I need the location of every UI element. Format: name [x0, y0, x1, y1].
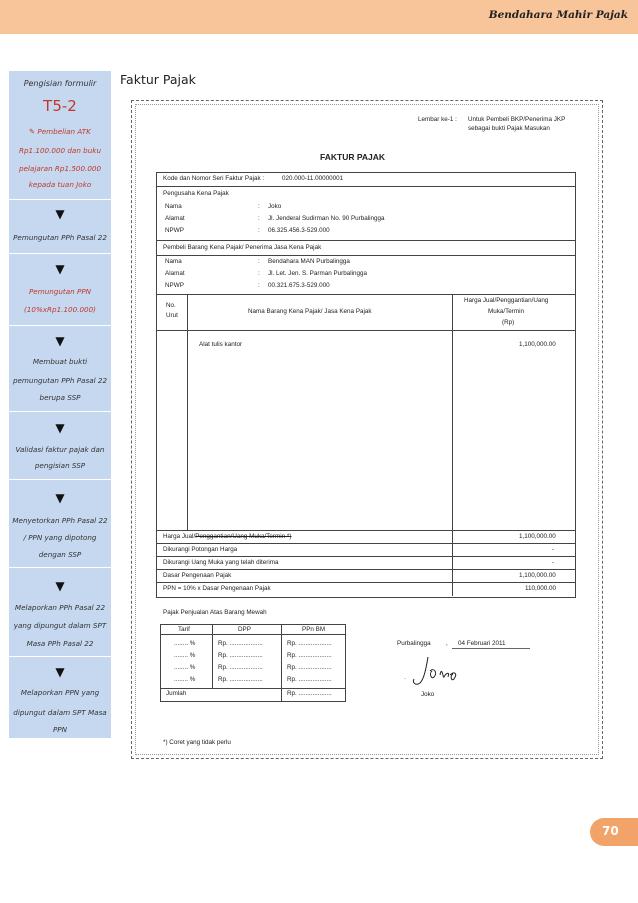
sidebar-heading: Pengisian formulir — [23, 79, 97, 88]
step-3-line-1: Pemungutan PPN — [28, 287, 92, 296]
step-4-line-2: pemungutan PPh Pasal 22 — [12, 376, 108, 385]
step-6-line-3: dengan SSP — [38, 550, 82, 559]
sidebar-divider — [9, 479, 111, 480]
ppnbm-dpp: Rp. ................... — [218, 652, 263, 659]
page-number-badge — [590, 818, 638, 846]
process-sidebar — [9, 71, 111, 738]
harga-jual-label — [163, 533, 291, 540]
seller-npwp: 06.325.456.3-529.000 — [268, 227, 330, 234]
row-line — [156, 530, 575, 531]
col-harga-2: Muka/Termin — [488, 308, 525, 315]
col-harga-3: (Rp) — [502, 319, 515, 326]
row-line — [156, 330, 575, 331]
step-8-line-2: dipungut dalam SPT Masa — [13, 708, 107, 717]
col-line — [452, 294, 453, 596]
row-line — [156, 543, 575, 544]
signer-name: Joko — [421, 691, 435, 698]
lembar-text-2: sebagai bukti Pajak Masukan — [468, 125, 550, 132]
date-sep: , — [446, 640, 448, 647]
colon: : — [258, 258, 260, 265]
item-name: Alat tulis kantor — [199, 341, 243, 348]
step-5-text: Validasi faktur pajak dan — [15, 445, 105, 454]
ppnbm-tarif: ........ % — [174, 676, 196, 683]
invoice-title: FAKTUR PAJAK — [320, 152, 386, 162]
step-1-line-1: ✎ Pembelian ATK — [29, 127, 91, 136]
item-value: 1,100,000.00 — [519, 341, 556, 348]
row-line — [156, 186, 575, 187]
page-number: 70 — [602, 824, 619, 838]
ppnbm-dpp: Rp. ................... — [218, 664, 263, 671]
footnote: *) Coret yang tidak perlu — [163, 739, 231, 746]
row-line — [156, 582, 575, 583]
dpp-label: Dasar Pengenaan Pajak — [163, 572, 232, 579]
buyer-alamat: Jl. Let. Jen. S. Parman Purbalingga — [268, 270, 368, 277]
row-line — [160, 634, 345, 635]
kode-label: Kode dan Nomor Seri Faktur Pajak : — [163, 175, 265, 182]
buyer-nama: Bendahara MAN Purbalingga — [268, 258, 350, 265]
step-2: Pemungutan PPh Pasal 22 — [13, 233, 107, 242]
col-no-1: No. — [166, 302, 176, 309]
lembar-label: Lembar ke-1 : — [418, 116, 457, 123]
sidebar-divider — [9, 411, 111, 412]
ppnbm-h-dpp: DPP — [238, 626, 251, 633]
step-8-line-1: Melaporkan PPN yang — [20, 688, 100, 697]
date: 04 Februari 2011 — [458, 640, 506, 647]
step-4-line-1: Membuat bukti — [32, 357, 88, 366]
step-7-line-3: Masa PPh Pasal 22 — [26, 639, 94, 648]
header-title: Bendahara Mahir Pajak — [488, 9, 628, 21]
harga-jual-strike: Penggantian/Uang Muka/Termin *) — [195, 533, 292, 540]
sidebar-code: T5-2 — [43, 97, 77, 115]
ppnbm-value: Rp. ................... — [287, 676, 332, 683]
col-line — [212, 624, 213, 688]
seller-alamat: Jl. Jenderal Sudirman No. 90 Purbalingga — [268, 215, 385, 222]
potongan-value: - — [552, 546, 555, 553]
seller-npwp-label: NPWP — [165, 227, 184, 234]
harga-jual-value: 1,100,000.00 — [519, 533, 556, 540]
seller-nama-label: Nama — [165, 203, 182, 210]
step-1-line-2: Rp1.100.000 dan buku — [18, 146, 102, 155]
step-1-line-4: kepada tuan Joko — [28, 180, 92, 189]
arrow-down-icon: ▼ — [55, 262, 65, 276]
uang-muka-label: Dikurangi Uang Muka yang telah diterima — [163, 559, 279, 566]
ppnbm-title: Pajak Penjualan Atas Barang Mewah — [163, 609, 267, 616]
header-bar — [0, 0, 638, 34]
colon: : — [258, 215, 260, 222]
sidebar-divider — [9, 325, 111, 326]
col-line — [187, 294, 188, 530]
ppnbm-h-tarif: Tarif — [178, 626, 190, 633]
dpp-value: 1,100,000.00 — [519, 572, 556, 579]
ppnbm-value: Rp. ................... — [287, 652, 332, 659]
kode-value: 020.000-11.00000001 — [282, 175, 344, 182]
step-6-line-1: Menyetorkan PPh Pasal 22 — [12, 516, 108, 525]
ppnbm-tarif: ........ % — [174, 664, 196, 671]
buyer-alamat-label: Alamat — [165, 270, 185, 277]
colon: : — [258, 270, 260, 277]
arrow-down-icon: ▼ — [55, 207, 65, 221]
row-line — [160, 688, 345, 689]
arrow-down-icon: ▼ — [55, 665, 65, 679]
ppnbm-value: Rp. ................... — [287, 664, 332, 671]
seller-nama: Joko — [268, 203, 282, 210]
arrow-down-icon: ▼ — [55, 579, 65, 593]
step-3-line-2: (10%xRp1.100.000) — [24, 305, 96, 314]
ppnbm-dpp: Rp. ................... — [218, 640, 263, 647]
colon: : — [258, 227, 260, 234]
step-7-line-1: Melaporkan PPh Pasal 22 — [14, 603, 106, 612]
ppnbm-dpp: Rp. ................... — [218, 676, 263, 683]
row-line — [156, 240, 575, 241]
row-line — [156, 255, 575, 256]
col-line — [281, 624, 282, 701]
harga-jual-text: Harga Jual/ — [163, 533, 196, 540]
signature-dot: · — [404, 675, 407, 682]
lembar-text-1: Untuk Pembeli BKP/Penerima JKP — [468, 116, 566, 123]
page-title: Faktur Pajak — [120, 72, 196, 87]
step-1-line-3: pelajaran Rp1.500.000 — [18, 164, 102, 173]
buyer-npwp: 00.321.675.3-529.000 — [268, 282, 330, 289]
arrow-down-icon: ▼ — [55, 491, 65, 505]
colon: : — [258, 203, 260, 210]
ppnbm-h-ppnbm: PPn BM — [302, 626, 326, 633]
arrow-down-icon: ▼ — [55, 421, 65, 435]
seller-alamat-label: Alamat — [165, 215, 185, 222]
place: Purbalingga — [397, 640, 431, 647]
jumlah-label: Jumlah — [166, 690, 187, 697]
colon: : — [258, 282, 260, 289]
date-underline — [452, 648, 530, 649]
step-5-line-1 — [9, 445, 111, 455]
sidebar-divider — [9, 567, 111, 568]
step-6-line-2: / PPN yang dipotong — [23, 533, 97, 542]
row-line — [156, 569, 575, 570]
buyer-nama-label: Nama — [165, 258, 182, 265]
signature-image — [398, 655, 460, 689]
buyer-npwp-label: NPWP — [165, 282, 184, 289]
potongan-label: Dikurangi Potongan Harga — [163, 546, 238, 553]
step-8-line-3: PPN — [52, 725, 68, 734]
ppn-label: PPN = 10% x Dasar Pengenaan Pajak — [163, 585, 271, 592]
sidebar-divider — [9, 253, 111, 254]
step-5-line-2: pengisian SSP — [34, 461, 86, 470]
col-no-2: Urut — [166, 312, 178, 319]
row-line — [156, 556, 575, 557]
ppnbm-tarif: ........ % — [174, 640, 196, 647]
sidebar-divider — [9, 199, 111, 200]
col-nama: Nama Barang Kena Pajak/ Jasa Kena Pajak — [248, 308, 372, 315]
pengusaha-label: Pengusaha Kena Pajak — [163, 190, 229, 197]
arrow-down-icon: ▼ — [55, 334, 65, 348]
sidebar-divider — [9, 656, 111, 657]
step-7-line-2: yang dipungut dalam SPT — [13, 621, 107, 630]
ppnbm-tarif: ........ % — [174, 652, 196, 659]
ppn-value: 110,000.00 — [525, 585, 557, 592]
jumlah-value: Rp. ................... — [287, 690, 332, 697]
uang-muka-value: - — [552, 559, 555, 566]
pembeli-label: Pembeli Barang Kena Pajak/ Penerima Jasa Kena Pajak — [163, 244, 322, 251]
col-harga-1: Harga Jual/Penggantian/Uang — [464, 297, 549, 304]
ppnbm-value: Rp. ................... — [287, 640, 332, 647]
row-line — [156, 294, 575, 295]
step-4-line-3: berupa SSP — [39, 393, 81, 402]
